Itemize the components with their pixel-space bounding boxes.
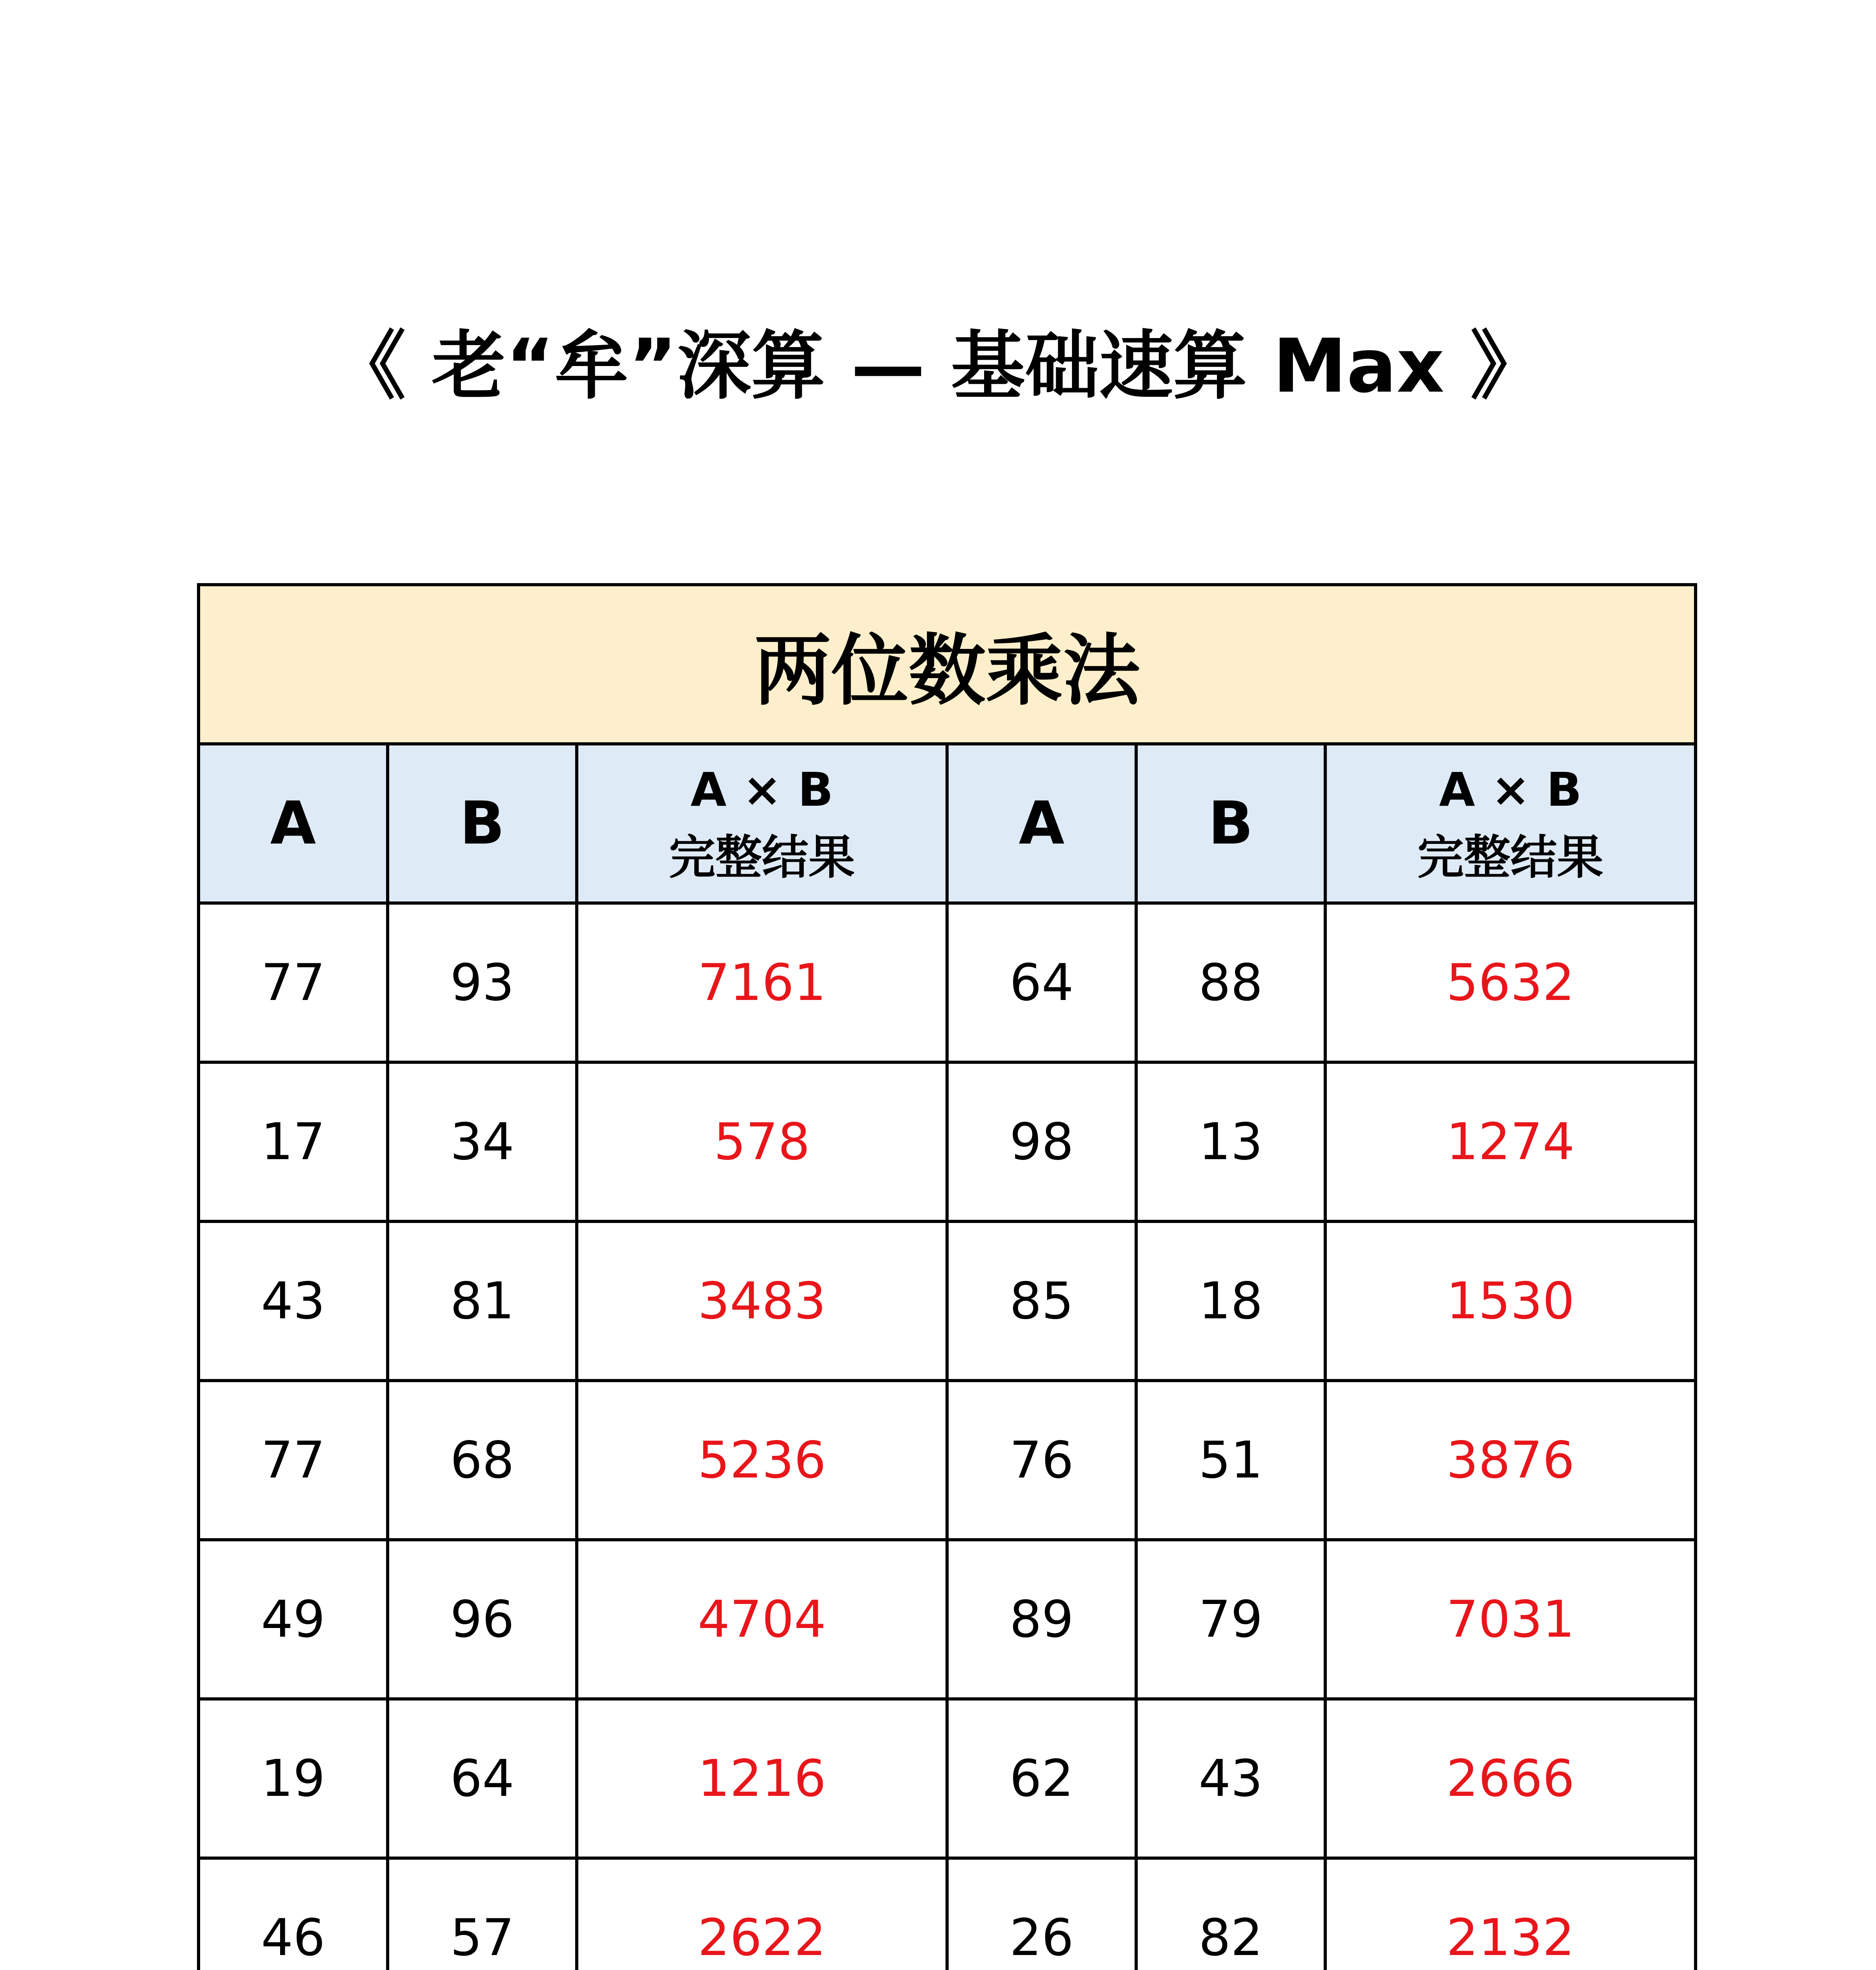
cell-b-right: 18 bbox=[1136, 1221, 1325, 1381]
cell-b-right: 13 bbox=[1136, 1062, 1325, 1221]
header-product-formula: A × B bbox=[1439, 762, 1582, 817]
cell-result-left: 578 bbox=[577, 1062, 947, 1221]
cell-a-left: 77 bbox=[199, 1381, 388, 1540]
cell-a-left: 77 bbox=[199, 903, 388, 1062]
cell-result-left: 7161 bbox=[577, 903, 947, 1062]
cell-result-left: 5236 bbox=[577, 1381, 947, 1540]
cell-result-left: 2622 bbox=[577, 1858, 947, 1970]
table-row bbox=[199, 1699, 1696, 1858]
cell-b-right: 88 bbox=[1136, 903, 1325, 1062]
cell-result-left: 3483 bbox=[577, 1221, 947, 1381]
cell-a-right: 98 bbox=[947, 1062, 1136, 1221]
header-product-formula: A × B bbox=[690, 762, 834, 817]
cell-a-left: 43 bbox=[199, 1221, 388, 1381]
header-row bbox=[199, 744, 1696, 903]
header-b-right: B bbox=[1136, 744, 1325, 903]
cell-b-right: 82 bbox=[1136, 1858, 1325, 1970]
table-row bbox=[199, 1221, 1696, 1381]
cell-b-left: 68 bbox=[388, 1381, 577, 1540]
table-body bbox=[199, 903, 1696, 1970]
cell-a-left: 19 bbox=[199, 1699, 388, 1858]
cell-b-left: 81 bbox=[388, 1221, 577, 1381]
cell-a-right: 89 bbox=[947, 1540, 1136, 1699]
cell-b-left: 57 bbox=[388, 1858, 577, 1970]
header-product-left bbox=[577, 744, 947, 903]
page-title: 《 老“牟”深算 — 基础速算 Max 》 bbox=[332, 323, 1544, 409]
cell-a-right: 26 bbox=[947, 1858, 1136, 1970]
cell-a-left: 17 bbox=[199, 1062, 388, 1221]
cell-a-right: 64 bbox=[947, 903, 1136, 1062]
cell-result-right: 1530 bbox=[1325, 1221, 1696, 1381]
cell-result-left: 4704 bbox=[577, 1540, 947, 1699]
cell-a-left: 49 bbox=[199, 1540, 388, 1699]
banner-row bbox=[199, 585, 1696, 744]
cell-result-left: 1216 bbox=[577, 1699, 947, 1858]
cell-b-left: 96 bbox=[388, 1540, 577, 1699]
header-product-caption: 完整结果 bbox=[1417, 830, 1604, 885]
table-row bbox=[199, 1381, 1696, 1540]
table-row bbox=[199, 903, 1696, 1062]
cell-result-right: 1274 bbox=[1325, 1062, 1696, 1221]
cell-result-right: 2666 bbox=[1325, 1699, 1696, 1858]
table-row bbox=[199, 1062, 1696, 1221]
header-b-left: B bbox=[388, 744, 577, 903]
cell-a-left: 46 bbox=[199, 1858, 388, 1970]
cell-result-right: 7031 bbox=[1325, 1540, 1696, 1699]
header-a-left: A bbox=[199, 744, 388, 903]
table-row bbox=[199, 1540, 1696, 1699]
cell-b-right: 79 bbox=[1136, 1540, 1325, 1699]
cell-b-left: 34 bbox=[388, 1062, 577, 1221]
cell-b-right: 43 bbox=[1136, 1699, 1325, 1858]
header-product-right bbox=[1325, 744, 1696, 903]
cell-result-right: 3876 bbox=[1325, 1381, 1696, 1540]
table-row bbox=[199, 1858, 1696, 1970]
cell-a-right: 85 bbox=[947, 1221, 1136, 1381]
header-a-right: A bbox=[947, 744, 1136, 903]
cell-b-left: 93 bbox=[388, 903, 577, 1062]
cell-b-left: 64 bbox=[388, 1699, 577, 1858]
cell-b-right: 51 bbox=[1136, 1381, 1325, 1540]
multiplication-table bbox=[197, 583, 1697, 1970]
cell-result-right: 5632 bbox=[1325, 903, 1696, 1062]
cell-a-right: 62 bbox=[947, 1699, 1136, 1858]
table-banner: 两位数乘法 bbox=[199, 585, 1696, 744]
cell-result-right: 2132 bbox=[1325, 1858, 1696, 1970]
cell-a-right: 76 bbox=[947, 1381, 1136, 1540]
header-product-caption: 完整结果 bbox=[669, 830, 855, 885]
